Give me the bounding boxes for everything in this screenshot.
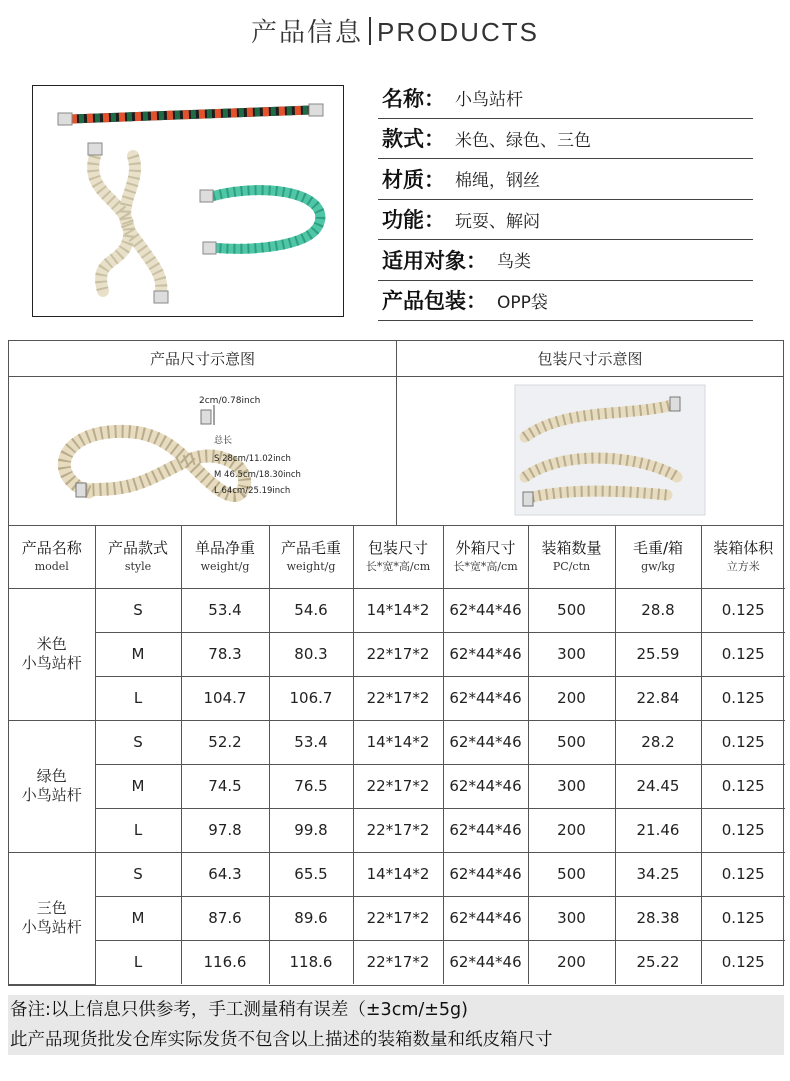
green-perch-image [200,190,320,254]
table-cell: 0.125 [701,632,785,676]
table-cell: M [95,896,181,940]
tricolor-perch-image [58,104,323,125]
dim-top-label: 2cm/0.78inch [199,396,261,406]
table-cell: 0.125 [701,764,785,808]
info-row-function [378,200,753,241]
table-cell: 0.125 [701,896,785,940]
info-value: OPP袋 [497,292,548,313]
table-cell: 76.5 [269,764,353,808]
notes-section [8,995,784,1055]
info-label: 适用对象： [382,248,487,273]
table-cell: 14*14*2 [353,588,443,632]
info-value: 玩耍、解闷 [455,211,540,232]
table-row [9,676,785,720]
table-cell: 54.6 [269,588,353,632]
table-cell: 78.3 [181,632,269,676]
table-cell: 22*17*2 [353,940,443,984]
package-size-title: 包装尺寸示意图 [397,341,783,377]
table-cell: 87.6 [181,896,269,940]
column-header: 包装尺寸 长*宽*高/cm [353,526,443,588]
product-size-image [9,377,396,525]
table-cell: 300 [528,896,615,940]
package-drawing [397,377,783,525]
header-title-zh: 产品信息 [251,18,364,48]
table-cell: 62*44*46 [443,896,528,940]
info-row-name [378,78,753,119]
table-row [9,720,785,764]
table-cell: 62*44*46 [443,632,528,676]
column-header: 产品名称 model [9,526,95,588]
table-cell: 53.4 [181,588,269,632]
table-cell: 64.3 [181,852,269,896]
table-row [9,588,785,632]
info-label: 名称： [382,86,445,111]
table-cell: M [95,632,181,676]
info-row-material [378,159,753,200]
table-cell: 22*17*2 [353,676,443,720]
column-header: 外箱尺寸 长*宽*高/cm [443,526,528,588]
table-cell: S [95,852,181,896]
table-cell: 106.7 [269,676,353,720]
table-cell: 62*44*46 [443,676,528,720]
table-cell: L [95,808,181,852]
table-cell: 28.38 [615,896,701,940]
info-value: 棉绳，钢丝 [455,171,540,192]
dim-m-label: M 46.5cm/18.30inch [214,470,301,480]
beige-perch-image [88,143,168,303]
info-row-style [378,119,753,160]
table-row [9,940,785,984]
table-cell: 22*17*2 [353,896,443,940]
table-cell: 25.22 [615,940,701,984]
column-header: 毛重/箱 gw/kg [615,526,701,588]
table-cell: 34.25 [615,852,701,896]
model-cell: 三色 小鸟站杆 [9,852,95,984]
table-cell: 80.3 [269,632,353,676]
column-header: 产品款式 style [95,526,181,588]
column-header: 单品净重 weight/g [181,526,269,588]
table-row [9,852,785,896]
product-size-diagram [9,341,396,525]
info-row-target [378,240,753,281]
table-cell: 62*44*46 [443,764,528,808]
package-size-image [397,377,783,525]
header-divider [369,17,371,45]
table-cell: 0.125 [701,588,785,632]
spec-table-container [8,340,784,986]
table-cell: 62*44*46 [443,940,528,984]
info-value: 米色、绿色、三色 [455,130,591,151]
table-cell: 25.59 [615,632,701,676]
product-photo [32,85,344,317]
table-cell: 200 [528,808,615,852]
table-cell: 0.125 [701,808,785,852]
table-body [9,588,785,984]
model-cell: 绿色 小鸟站杆 [9,720,95,852]
table-cell: 62*44*46 [443,588,528,632]
dim-l-label: L 64cm/25.19inch [214,486,291,496]
table-cell: 14*14*2 [353,720,443,764]
table-cell: L [95,940,181,984]
table-cell: 28.8 [615,588,701,632]
table-cell: 22*17*2 [353,632,443,676]
table-cell: 52.2 [181,720,269,764]
table-cell: 500 [528,852,615,896]
package-size-diagram [396,341,783,525]
table-cell: 97.8 [181,808,269,852]
page-header [0,12,790,49]
spec-table [9,526,785,985]
column-header: 装箱体积 立方米 [701,526,785,588]
table-cell: 200 [528,940,615,984]
table-cell: 53.4 [269,720,353,764]
info-row-packaging [378,281,753,322]
table-cell: 0.125 [701,940,785,984]
dim-s-label: S 28cm/11.02inch [214,454,291,464]
table-cell: 62*44*46 [443,852,528,896]
rope-dimension-drawing [9,377,379,525]
table-cell: 22*17*2 [353,808,443,852]
table-row [9,808,785,852]
table-cell: L [95,676,181,720]
column-header: 产品毛重 weight/g [269,526,353,588]
info-value: 鸟类 [497,252,531,273]
table-cell: 14*14*2 [353,852,443,896]
table-cell: M [95,764,181,808]
table-cell: 21.46 [615,808,701,852]
table-cell: 74.5 [181,764,269,808]
table-cell: 99.8 [269,808,353,852]
table-cell: 118.6 [269,940,353,984]
table-row [9,632,785,676]
info-label: 款式： [382,127,445,152]
diagram-row [9,341,783,526]
table-cell: 22*17*2 [353,764,443,808]
header-title-en: PRODUCTS [377,17,539,47]
product-size-title: 产品尺寸示意图 [9,341,396,377]
table-header-row [9,526,785,588]
table-row [9,764,785,808]
table-cell: 104.7 [181,676,269,720]
table-cell: 22.84 [615,676,701,720]
model-cell: 米色 小鸟站杆 [9,588,95,720]
info-label: 产品包装： [382,289,487,314]
table-cell: 0.125 [701,720,785,764]
table-cell: 200 [528,676,615,720]
table-cell: 500 [528,588,615,632]
info-label: 材质： [382,167,445,192]
table-cell: 0.125 [701,676,785,720]
table-cell: 62*44*46 [443,808,528,852]
table-cell: 28.2 [615,720,701,764]
info-label: 功能： [382,208,445,233]
dim-total-label: 总长 [214,436,233,446]
table-cell: S [95,588,181,632]
table-row [9,896,785,940]
table-cell: S [95,720,181,764]
table-cell: 62*44*46 [443,720,528,764]
table-cell: 89.6 [269,896,353,940]
table-cell: 65.5 [269,852,353,896]
table-cell: 116.6 [181,940,269,984]
table-cell: 300 [528,632,615,676]
note-line: 此产品现货批发仓库实际发货不包含以上描述的装箱数量和纸皮箱尺寸 [10,1030,553,1050]
table-cell: 0.125 [701,852,785,896]
product-info-list [378,78,753,321]
note-line: 备注:以上信息只供参考，手工测量稍有误差（±3cm/±5g) [10,1000,468,1020]
column-header: 装箱数量 PC/ctn [528,526,615,588]
perch-illustration [33,86,344,317]
table-cell: 24.45 [615,764,701,808]
info-value: 小鸟站杆 [455,90,523,111]
table-cell: 300 [528,764,615,808]
table-cell: 500 [528,720,615,764]
